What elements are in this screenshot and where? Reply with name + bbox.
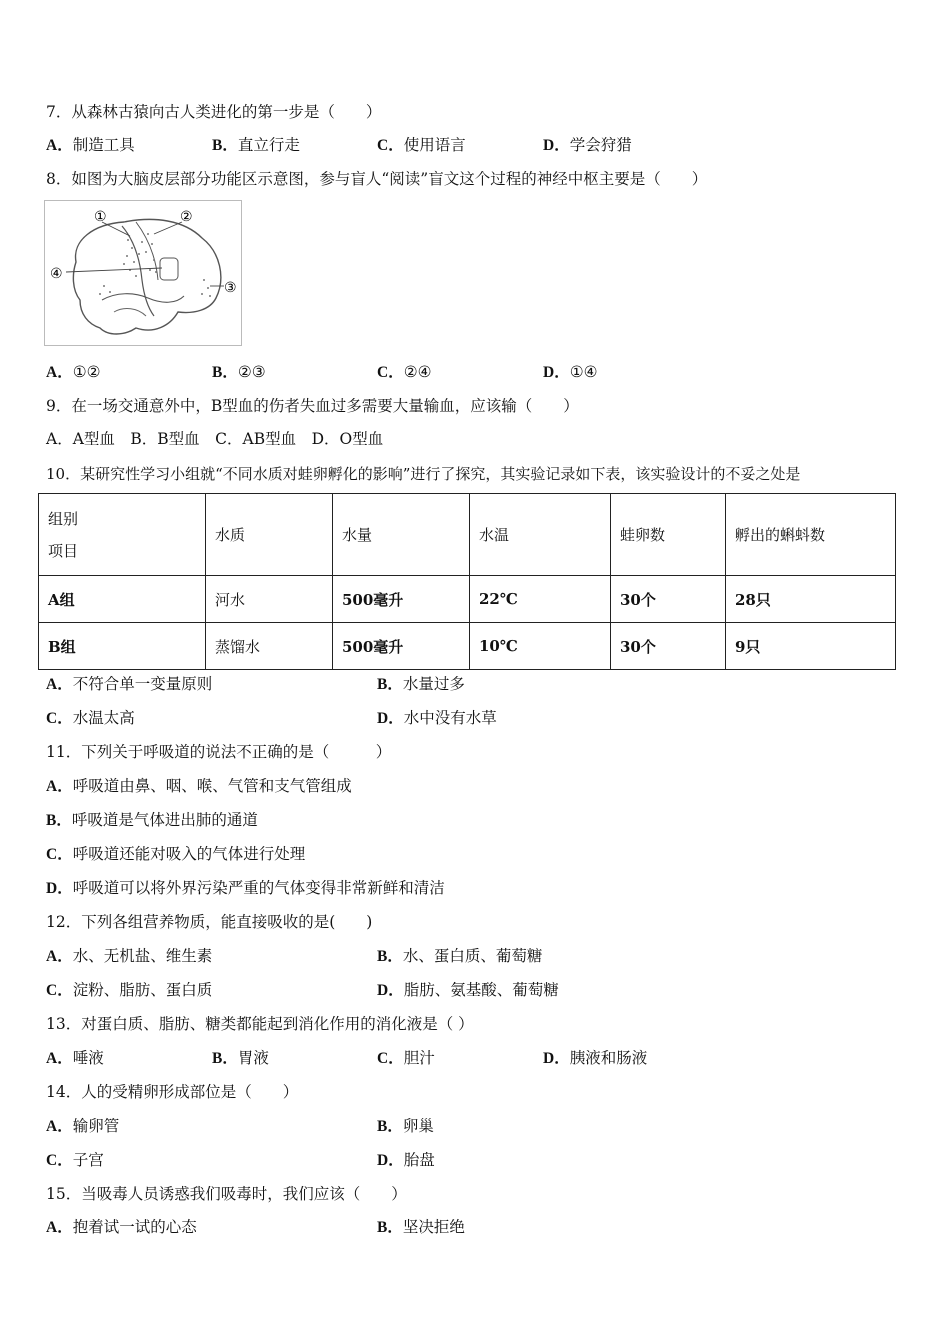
- q14-option-c[interactable]: C．子宫: [46, 1151, 104, 1169]
- table-row: [39, 576, 896, 623]
- q7-option-a[interactable]: A．制造工具: [46, 136, 135, 154]
- table-cell: 28只: [726, 576, 896, 623]
- q9-options[interactable]: A．A型血 B．B型血 C．AB型血 D．O型血: [46, 430, 384, 448]
- q10-option-b[interactable]: B．水量过多: [377, 675, 465, 693]
- q12-stem: 12．下列各组营养物质，能直接吸收的是( ): [46, 913, 373, 931]
- q12-option-c[interactable]: C．淀粉、脂肪、蛋白质: [46, 981, 213, 999]
- brain-cortex-figure: [44, 200, 242, 346]
- q10-option-a[interactable]: A．不符合单一变量原则: [46, 675, 213, 693]
- figure-label-4: ④: [50, 266, 63, 282]
- q13-stem: 13．对蛋白质、脂肪、糖类都能起到消化作用的消化液是（ ）: [46, 1015, 474, 1033]
- table-cell: 500毫升: [333, 623, 470, 670]
- experiment-table: [38, 493, 896, 670]
- q10-option-d[interactable]: D．水中没有水草: [377, 709, 497, 727]
- q12-option-a[interactable]: A．水、无机盐、维生素: [46, 947, 213, 965]
- q12-option-d[interactable]: D．脂肪、氨基酸、葡萄糖: [377, 981, 559, 999]
- q12-option-b[interactable]: B．水、蛋白质、葡萄糖: [377, 947, 543, 965]
- table-cell: 30个: [611, 576, 726, 623]
- q11-option-b[interactable]: B．呼吸道是气体进出肺的通道: [46, 811, 258, 829]
- q10-option-c[interactable]: C．水温太高: [46, 709, 135, 727]
- table-header: 水质: [206, 494, 333, 576]
- figure-label-1: ①: [94, 209, 107, 225]
- q7-option-b[interactable]: B．直立行走: [212, 136, 300, 154]
- q11-option-d[interactable]: D．呼吸道可以将外界污染严重的气体变得非常新鲜和清洁: [46, 879, 445, 897]
- q8-option-d[interactable]: D．①④: [543, 363, 598, 381]
- table-header: 蛙卵数: [611, 494, 726, 576]
- q8-option-a[interactable]: A．①②: [46, 363, 101, 381]
- table-row: [39, 623, 896, 670]
- q7-option-c[interactable]: C．使用语言: [377, 136, 466, 154]
- q15-option-a[interactable]: A．抱着试一试的心态: [46, 1218, 197, 1236]
- q7-option-d[interactable]: D．学会狩猎: [543, 136, 632, 154]
- figure-label-2: ②: [180, 209, 193, 225]
- q9-stem: 9．在一场交通意外中，B型血的伤者失血过多需要大量输血，应该输（ ）: [46, 397, 579, 415]
- table-header-row: [39, 494, 896, 576]
- table-header: 水量: [333, 494, 470, 576]
- table-cell: 500毫升: [333, 576, 470, 623]
- table-cell: 22℃: [470, 576, 611, 623]
- table-cell: B组: [39, 623, 206, 670]
- q14-option-d[interactable]: D．胎盘: [377, 1151, 435, 1169]
- q14-option-b[interactable]: B．卵巢: [377, 1117, 434, 1135]
- q13-option-a[interactable]: A．唾液: [46, 1049, 104, 1067]
- table-cell: 10℃: [470, 623, 611, 670]
- q15-option-b[interactable]: B．坚决拒绝: [377, 1218, 465, 1236]
- table-corner-cell: 组别 项目: [39, 494, 206, 576]
- q8-option-c[interactable]: C．②④: [377, 363, 432, 381]
- q13-option-c[interactable]: C．胆汁: [377, 1049, 435, 1067]
- q7-stem: 7．从森林古猿向古人类进化的第一步是（ ）: [46, 103, 382, 121]
- table-cell: 河水: [206, 576, 333, 623]
- q14-option-a[interactable]: A．输卵管: [46, 1117, 120, 1135]
- q15-stem: 15．当吸毒人员诱惑我们吸毒时，我们应该（ ）: [46, 1185, 407, 1203]
- q14-stem: 14．人的受精卵形成部位是（ ）: [46, 1083, 299, 1101]
- table-header: 水温: [470, 494, 611, 576]
- figure-label-3: ③: [224, 280, 237, 296]
- q13-option-b[interactable]: B．胃液: [212, 1049, 269, 1067]
- table-cell: 蒸馏水: [206, 623, 333, 670]
- table-cell: A组: [39, 576, 206, 623]
- table-cell: 30个: [611, 623, 726, 670]
- table-cell: 9只: [726, 623, 896, 670]
- q13-option-d[interactable]: D．胰液和肠液: [543, 1049, 648, 1067]
- q8-stem: 8．如图为大脑皮层部分功能区示意图，参与盲人“阅读”盲文这个过程的神经中枢主要是（ ）: [46, 170, 708, 188]
- q10-stem: 10．某研究性学习小组就“不同水质对蛙卵孵化的影响”进行了探究，其实验记录如下表，该实验设计的不妥之处是: [46, 465, 801, 483]
- q11-option-a[interactable]: A．呼吸道由鼻、咽、喉、气管和支气管组成: [46, 777, 352, 795]
- q11-option-c[interactable]: C．呼吸道还能对吸入的气体进行处理: [46, 845, 306, 863]
- table-header: 孵出的蝌蚪数: [726, 494, 896, 576]
- q8-option-b[interactable]: B．②③: [212, 363, 266, 381]
- q11-stem: 11．下列关于呼吸道的说法不正确的是（ ）: [46, 743, 392, 761]
